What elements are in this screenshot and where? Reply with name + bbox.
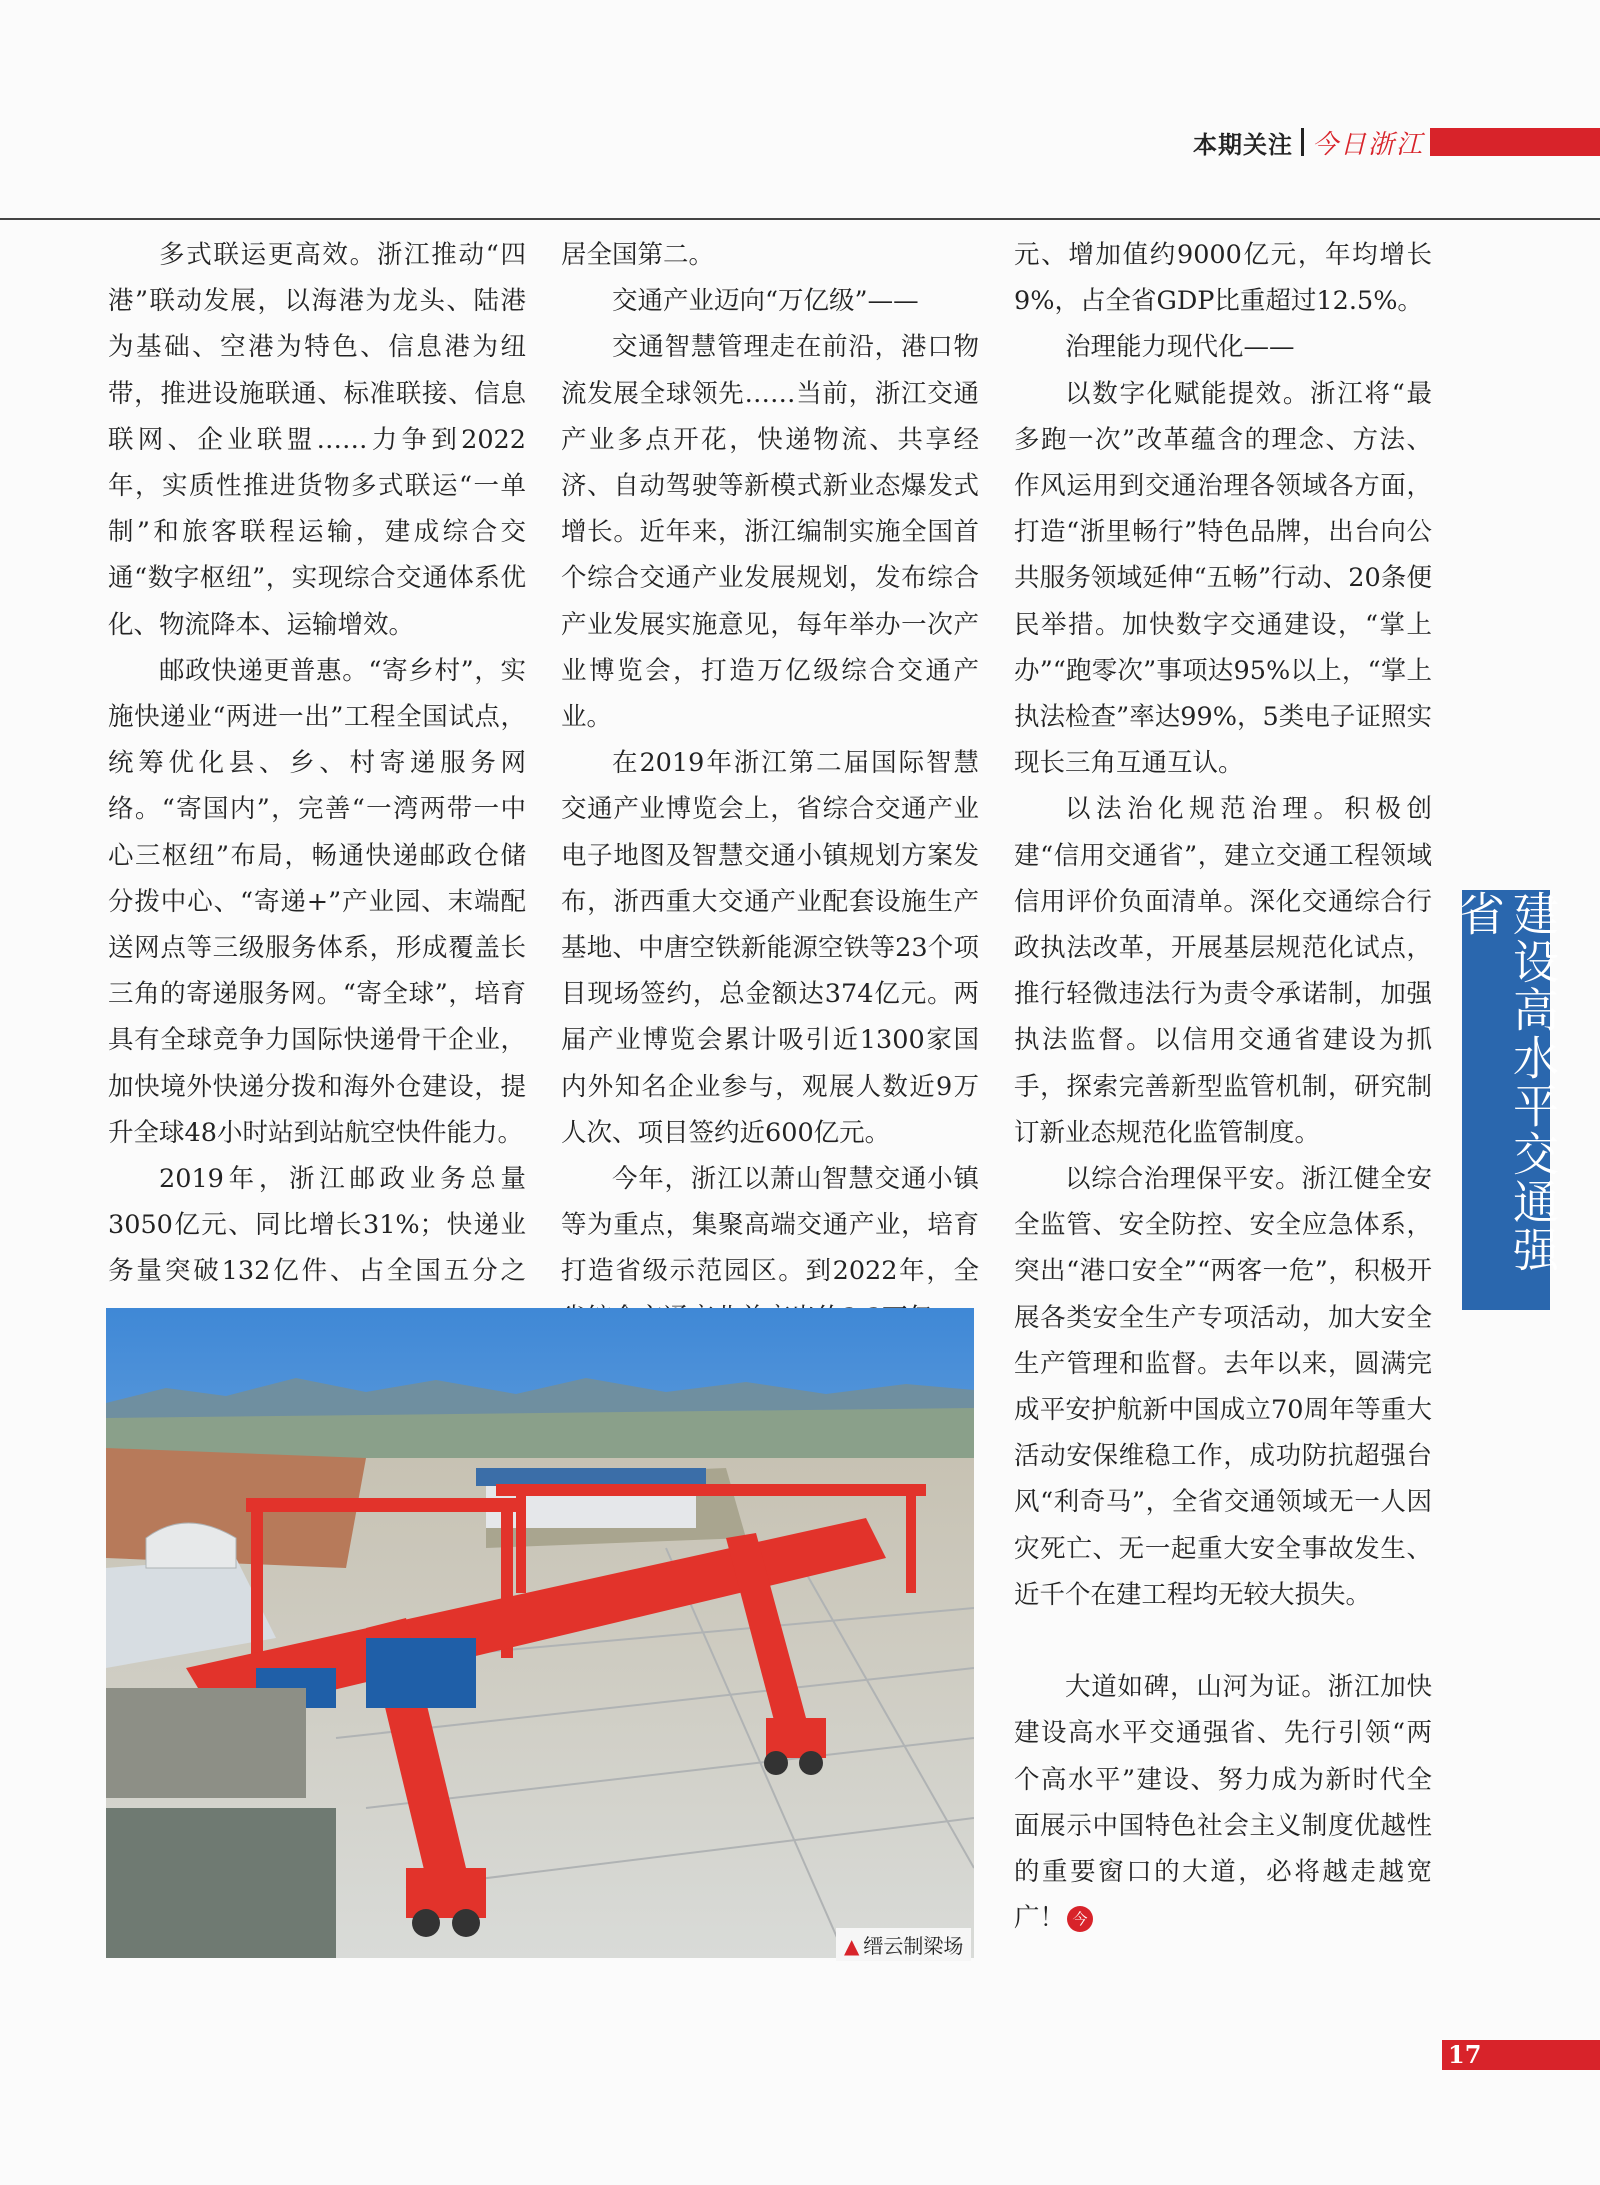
section-title: 本期关注	[1192, 130, 1293, 159]
section-side-tab: 建设高水平交通强省	[1462, 890, 1550, 1310]
magazine-logo: 今日浙江	[1311, 129, 1424, 160]
paragraph: 元、增加值约9000亿元，年均增长9%，占全省GDP比重超过12.5%。	[1014, 240, 1432, 317]
closing-paragraph	[1014, 1664, 1432, 1941]
paragraph-gap	[1014, 1618, 1432, 1664]
article-column-1	[108, 232, 526, 1341]
gantry-crane-photo	[106, 1308, 974, 1958]
paragraph: 2019年，浙江邮政业务总量3050亿元、同比增长31%；快递业务量突破132亿件、占全国五分之	[108, 1164, 526, 1287]
paragraph: 多式联运更高效。浙江推动“四港”联动发展，以海港为龙头、陆港为基础、空港为特色、信息港为纽带，推进设施联通、标准联接、信息联网、企业联盟……力争到2022年，实质性推进货物多式联运“一单制”和旅客联程运输，建成综合交通“数字枢纽”，实现综合交通体系优化、物流降本、运输增效。	[108, 240, 526, 640]
paragraph: 居全国第二。	[561, 240, 715, 270]
page-number: 17	[1448, 2040, 1482, 2069]
photo-caption	[836, 1928, 971, 1961]
paragraph: 今年，浙江以萧山智慧交通小镇等为重点，集聚高端交通产业，培育打造省级示范园区。到2022年，全	[561, 1164, 979, 1287]
caption-triangle-icon: ▲	[844, 1934, 860, 1958]
paragraph: 交通智慧管理走在前沿，港口物流发展全球领先……当前，浙江交通产业多点开花，快递物流、共享经济、自动驾驶等新模式新业态爆发式增长。近年来，浙江编制实施全国首个综合交通产业发展规划，发布综合产业发展实施意见，每年举办一次产业博览会，打造万亿级综合交通产业。	[561, 332, 979, 733]
article-column-2	[561, 232, 979, 1341]
end-mark-icon: 今	[1067, 1906, 1093, 1932]
paragraph: 邮政快递更普惠。“寄乡村”，实施快递业“两进一出”工程全国试点，统筹优化县、乡、村寄递服务网络。“寄国内”，完善“一湾两带一中心三枢纽”布局，畅通快递邮政仓储分拨中心、“寄递+”产业园、末端配送网点等三级服务体系，形成覆盖长三角的寄递服务网。“寄全球”，培育具有全球竞争力国际快递骨干企业，加快境外快递分拨和海外仓建设，提升全球48小时站到站航空快件能力。	[108, 655, 526, 1148]
paragraph: 以数字化赋能提效。浙江将“最多跑一次”改革蕴含的理念、方法、作风运用到交通治理各领域各方面，打造“浙里畅行”特色品牌，出台向公共服务领域延伸“五畅”行动、20条便民举措。加快数字交通建设，“掌上办”“跑零次”事项达95%以上，“掌上执法检查”率达99%，5类电子证照实现长三角互通互认。	[1014, 378, 1432, 779]
subheading: 治理能力现代化——	[1065, 332, 1295, 363]
caption-text: 缙云制梁场	[863, 1934, 964, 1958]
closing-text: 大道如碑，山河为证。浙江加快建设高水平交通强省、先行引领“两个高水平”建设、努力成为新时代全面展示中国特色社会主义制度优越性的重要窗口的大道，必将越走越宽广！	[1014, 1672, 1432, 1934]
article-column-3	[1014, 232, 1432, 1941]
paragraph: 以综合治理保平安。浙江健全安全监管、安全防控、安全应急体系，突出“港口安全”“两客一危”，积极开展各类安全生产专项活动，加大安全生产管理和监督。去年以来，圆满完成平安护航新中国成立70周年等重大活动安保维稳工作，成功防抗超强台风“利奇马”，全省交通领域无一人因灾死亡、无一起重大安全事故发生、近千个在建工程均无较大损失。	[1014, 1164, 1432, 1610]
header-red-bar	[1430, 128, 1600, 156]
paragraph: 以法治化规范治理。积极创建“信用交通省”，建立交通工程领域信用评价负面清单。深化交通综合行政执法改革，开展基层规范化试点，推行轻微违法行为责令承诺制，加强执法监督。以信用交通省建设为抓手，探索完善新型监管机制，研究制订新业态规范化监管制度。	[1014, 794, 1432, 1148]
header-divider	[1301, 128, 1304, 156]
header-rule	[0, 218, 1600, 220]
subheading: 交通产业迈向“万亿级”——	[612, 286, 919, 317]
paragraph: 在2019年浙江第二届国际智慧交通产业博览会上，省综合交通产业电子地图及智慧交通小镇规划方案发布，浙西重大交通产业配套设施生产基地、中唐空铁新能源空铁等23个项目现场签约，总金额达374亿元。两届产业博览会累计吸引近1300家国内外知名企业参与，观展人数近9万人次、项目签约近600亿元。	[561, 748, 979, 1148]
page-header	[1193, 126, 1600, 158]
